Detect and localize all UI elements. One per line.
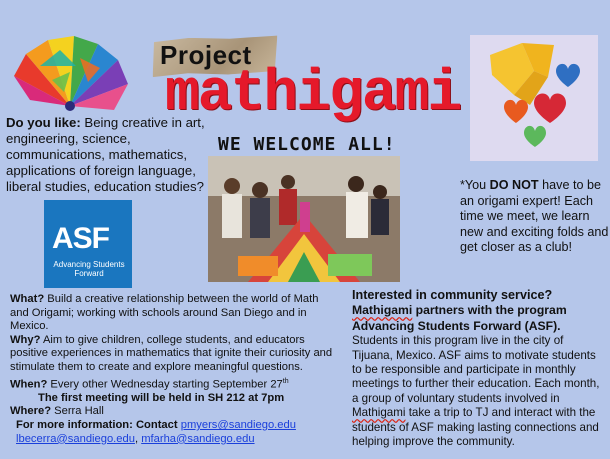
first-meeting: The first meeting will be held in SH 212 at 7pm	[38, 391, 285, 404]
where-label: Where?	[10, 405, 52, 418]
event-details	[10, 293, 338, 446]
what-label: What?	[10, 293, 45, 305]
contact-line-2	[10, 433, 338, 447]
when-label: When?	[10, 378, 48, 391]
note-rest: have to be an origami expert! Each time we meet, we learn new and exciting folds and get closer as a club!	[460, 178, 609, 254]
email-link-lbecerra[interactable]: lbecerra@sandiego.edu	[16, 432, 135, 445]
main-title: mathigami	[165, 62, 461, 127]
what-text: Build a creative relationship between the world of Math and Origami; working with schools around San Diego and in Mexico.	[10, 293, 319, 333]
why-label: Why?	[10, 333, 41, 346]
expert-note	[460, 178, 610, 256]
community-body-2: take a trip to TJ and interact with the students of ASF making lasting connections and helping improve the community.	[352, 406, 599, 449]
project-label: Project	[160, 40, 252, 70]
asf-logo-word: ASF	[52, 222, 109, 255]
what-line	[10, 293, 338, 334]
rainbow-fan-origami-image	[12, 36, 130, 118]
why-line	[10, 334, 338, 375]
community-heading: Interested in community service?	[352, 288, 553, 302]
note-emphasis: DO NOT	[489, 178, 539, 192]
where-line	[10, 405, 338, 419]
where-text: Serra Hall	[51, 405, 104, 418]
intro-lead: Do you like:	[6, 115, 81, 130]
group-photo	[208, 156, 400, 282]
email-separator: ,	[134, 432, 142, 445]
asf-logo	[44, 200, 132, 288]
why-text: Aim to give children, college students, and educators positive experiences in mathematics that ignite their curiosity and stimulate them to create and explore meaningful questions.	[10, 333, 333, 373]
intro-body: Being creative in art, engineering, science, communications, mathematics, applications of foreign language, liberal studies, education studies?	[6, 115, 205, 194]
community-body-word: Mathigami	[352, 406, 406, 420]
first-meeting-line	[10, 392, 338, 406]
contact-label: For more information: Contact	[16, 419, 181, 432]
partner-rest: partners with the program Advancing Students Forward (ASF).	[352, 303, 567, 333]
email-link-pmyers[interactable]: pmyers@sandiego.edu	[180, 419, 296, 432]
when-line	[10, 375, 338, 392]
intro-question	[6, 115, 206, 195]
community-body-1: Students in this program live in the city of Tijuana, Mexico. ASF aims to motivate students to be responsible and participate in monthly meetings to further their education. Each month, a group of voluntary students involved in	[352, 334, 600, 405]
note-prefix: *You	[460, 178, 490, 192]
asf-logo-tagline: Advancing Students Forward	[53, 260, 125, 278]
email-link-mfarha[interactable]: mfarha@sandiego.edu	[141, 432, 255, 445]
partner-sentence	[352, 303, 567, 332]
partner-word: Mathigami	[352, 303, 413, 318]
community-service-section	[352, 288, 602, 449]
when-text: Every other Wednesday starting September 27	[47, 378, 283, 391]
contact-line	[10, 419, 338, 433]
when-sup: th	[282, 377, 289, 385]
origami-hearts-image	[470, 35, 598, 161]
welcome-heading: WE WELCOME ALL!	[218, 134, 396, 155]
